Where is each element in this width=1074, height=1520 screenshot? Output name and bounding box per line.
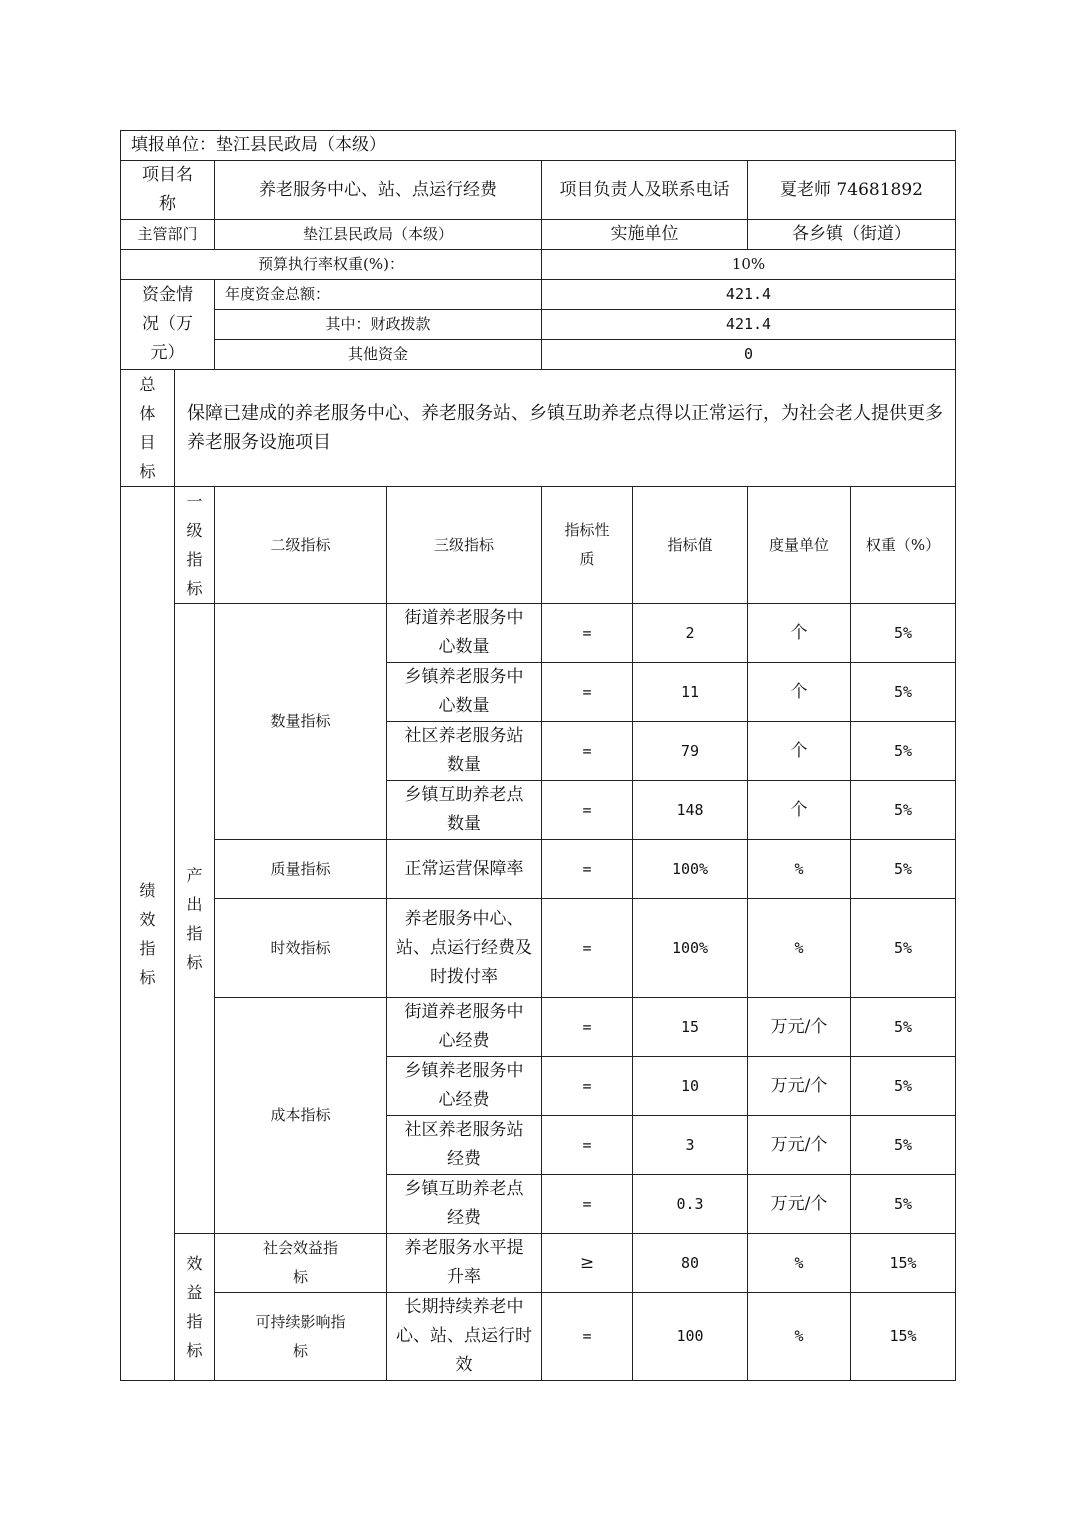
row-unit: 个	[748, 663, 851, 722]
output-label: 产出指标	[175, 604, 215, 1234]
row-nature: =	[542, 1293, 633, 1381]
row-l3: 乡镇互助养老点数量	[387, 781, 542, 840]
row-value: 15	[633, 998, 748, 1057]
impl-value: 各乡镇（街道）	[748, 220, 956, 250]
row-nature: =	[542, 1057, 633, 1116]
row-weight: 5%	[851, 663, 956, 722]
row-nature: =	[542, 781, 633, 840]
row-value: 3	[633, 1116, 748, 1175]
row-value: 100	[633, 1293, 748, 1381]
timeliness-label: 时效指标	[215, 899, 387, 998]
row-nature: =	[542, 899, 633, 998]
row-value: 10	[633, 1057, 748, 1116]
row-l3: 街道养老服务中心数量	[387, 604, 542, 663]
row-nature: =	[542, 1175, 633, 1234]
goal-text: 保障已建成的养老服务中心、养老服务站、乡镇互助养老点得以正常运行，为社会老人提供更多养老服务设施项目	[175, 370, 956, 487]
row-l3: 正常运营保障率	[387, 840, 542, 899]
row-value: 100%	[633, 840, 748, 899]
project-name-label: 项目名称	[121, 161, 215, 220]
row-nature: =	[542, 604, 633, 663]
row-l3: 乡镇互助养老点经费	[387, 1175, 542, 1234]
row-unit: %	[748, 1293, 851, 1381]
row-value: 148	[633, 781, 748, 840]
contact-value: 夏老师 74681892	[748, 161, 956, 220]
row-weight: 5%	[851, 1116, 956, 1175]
row-l3: 养老服务水平提升率	[387, 1234, 542, 1293]
row-l3: 长期持续养老中心、站、点运行时效	[387, 1293, 542, 1381]
row-weight: 15%	[851, 1234, 956, 1293]
row-nature: =	[542, 998, 633, 1057]
row-l3: 社区养老服务站经费	[387, 1116, 542, 1175]
header-level2: 二级指标	[215, 487, 387, 604]
row-weight: 5%	[851, 899, 956, 998]
row-nature: =	[542, 1116, 633, 1175]
effect-label: 效益指标	[175, 1234, 215, 1381]
budget-rate-value: 10%	[542, 250, 956, 280]
row-value: 100%	[633, 899, 748, 998]
row-nature: =	[542, 663, 633, 722]
row-weight: 5%	[851, 604, 956, 663]
budget-rate-label: 预算执行率权重(%)：	[121, 250, 542, 280]
row-value: 0.3	[633, 1175, 748, 1234]
header-level1: 一级指标	[175, 487, 215, 604]
row-weight: 5%	[851, 781, 956, 840]
quantity-label: 数量指标	[215, 604, 387, 840]
quality-label: 质量指标	[215, 840, 387, 899]
row-l3: 街道养老服务中心经费	[387, 998, 542, 1057]
row-l3: 乡镇养老服务中心经费	[387, 1057, 542, 1116]
row-value: 80	[633, 1234, 748, 1293]
row-unit: 万元/个	[748, 1057, 851, 1116]
row-l3: 乡镇养老服务中心数量	[387, 663, 542, 722]
row-unit: 个	[748, 604, 851, 663]
row-weight: 15%	[851, 1293, 956, 1381]
reporting-unit: 填报单位：垫江县民政局（本级）	[121, 131, 956, 161]
row-nature: =	[542, 722, 633, 781]
row-weight: 5%	[851, 998, 956, 1057]
funds-fiscal-label: 其中：财政拨款	[215, 310, 542, 340]
header-value: 指标值	[633, 487, 748, 604]
row-unit: 万元/个	[748, 1175, 851, 1234]
row-nature: =	[542, 840, 633, 899]
row-nature: ≥	[542, 1234, 633, 1293]
funds-total-label: 年度资金总额：	[215, 280, 542, 310]
row-weight: 5%	[851, 1057, 956, 1116]
row-weight: 5%	[851, 722, 956, 781]
contact-label: 项目负责人及联系电话	[542, 161, 748, 220]
cost-label: 成本指标	[215, 998, 387, 1234]
funds-other-value: 0	[542, 340, 956, 370]
row-weight: 5%	[851, 840, 956, 899]
row-value: 79	[633, 722, 748, 781]
dept-label: 主管部门	[121, 220, 215, 250]
goal-label: 总体目标	[121, 370, 175, 487]
header-nature: 指标性质	[542, 487, 633, 604]
funds-other-label: 其他资金	[215, 340, 542, 370]
dept-value: 垫江县民政局（本级）	[215, 220, 542, 250]
row-value: 2	[633, 604, 748, 663]
perf-label: 绩效指标	[121, 487, 175, 1381]
header-weight: 权重（%）	[851, 487, 956, 604]
row-value: 11	[633, 663, 748, 722]
header-unit: 度量单位	[748, 487, 851, 604]
impl-label: 实施单位	[542, 220, 748, 250]
social-label: 社会效益指标	[215, 1234, 387, 1293]
row-unit: 个	[748, 781, 851, 840]
sustain-label: 可持续影响指标	[215, 1293, 387, 1381]
row-l3: 社区养老服务站数量	[387, 722, 542, 781]
project-name-value: 养老服务中心、站、点运行经费	[215, 161, 542, 220]
row-unit: 万元/个	[748, 1116, 851, 1175]
row-unit: 个	[748, 722, 851, 781]
row-unit: 万元/个	[748, 998, 851, 1057]
row-l3: 养老服务中心、站、点运行经费及时拨付率	[387, 899, 542, 998]
row-unit: %	[748, 899, 851, 998]
funds-label: 资金情况（万元）	[121, 280, 215, 370]
funds-total-value: 421.4	[542, 280, 956, 310]
row-weight: 5%	[851, 1175, 956, 1234]
header-level3: 三级指标	[387, 487, 542, 604]
funds-fiscal-value: 421.4	[542, 310, 956, 340]
row-unit: %	[748, 1234, 851, 1293]
row-unit: %	[748, 840, 851, 899]
performance-table	[120, 130, 956, 1381]
